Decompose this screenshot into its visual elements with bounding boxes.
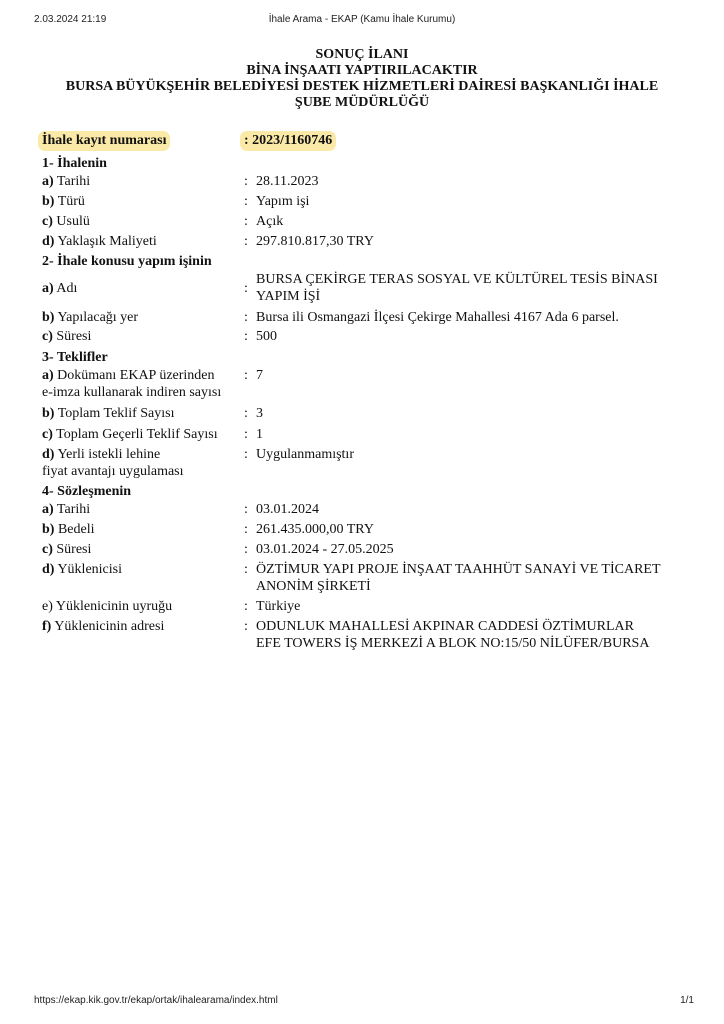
sec4-address-row: f) Yüklenicinin adresi : ODUNLUK MAHALLESİ AKPINAR CADDESİ ÖZTİMURLAR EFE TOWERS İŞ MERKEZİ A BLOK NO:15/50 NİLÜFER/BURSA [42, 619, 650, 651]
print-datetime: 2.03.2024 21:19 [34, 14, 107, 25]
print-header [34, 14, 690, 28]
sec1-type-row: b) Türü : Yapım işi [42, 194, 310, 209]
sec2-name-row: a) Adı : BURSA ÇEKİRGE TERAS SOSYAL VE KÜLTÜREL TESİS BİNASI YAPIM İŞİ [42, 272, 658, 304]
sec3-bids-row: b) Toplam Teklif Sayısı : 3 [42, 406, 263, 421]
print-url: https://ekap.kik.gov.tr/ekap/ortak/ihalearama/index.html [34, 995, 278, 1006]
sec4-date-row: a) Tarihi : 03.01.2024 [42, 502, 319, 517]
heading-line-4: ŞUBE MÜDÜRLÜĞÜ [294, 95, 430, 110]
announcement-heading [40, 47, 684, 111]
sec4-nationality-row: e) Yüklenicinin uyruğu : Türkiye [42, 599, 301, 614]
registration-value: : 2023/1160746 [240, 131, 336, 151]
sec2-duration-row: c) Süresi : 500 [42, 329, 277, 344]
sec4-amount-row: b) Bedeli : 261.435.000,00 TRY [42, 522, 374, 537]
print-page-title: İhale Arama - EKAP (Kamu İhale Kurumu) [268, 14, 456, 25]
sec4-duration-row: c) Süresi : 03.01.2024 - 27.05.2025 [42, 542, 394, 557]
page-number: 1/1 [680, 995, 694, 1006]
heading-line-2: BİNA İNŞAATI YAPTIRILACAKTIR [246, 63, 478, 78]
sec3-downloads-row: a) Dokümanı EKAP üzerinden e-imza kullanarak indiren sayısı : 7 [42, 368, 263, 400]
heading-line-1: SONUÇ İLANI [315, 47, 409, 62]
sec3-price-advantage-row: d) Yerli istekli lehine fiyat avantajı uygulaması : Uygulanmamıştır [42, 447, 354, 479]
registration-label: İhale kayıt numarası [38, 131, 170, 151]
section-1-title: 1- İhalenin [42, 156, 107, 171]
sec4-contractor-row: d) Yüklenicisi : ÖZTİMUR YAPI PROJE İNŞAAT TAAHHÜT SANAYİ VE TİCARET ANONİM ŞİRKETİ [42, 562, 661, 594]
section-4-title: 4- Sözleşmenin [42, 484, 132, 499]
sec1-method-row: c) Usulü : Açık [42, 214, 284, 229]
announcement-body [42, 128, 692, 656]
section-2-title: 2- İhale konusu yapım işinin [42, 254, 212, 269]
sec2-location-row: b) Yapılacağı yer : Bursa ili Osmangazi İlçesi Çekirge Mahallesi 4167 Ada 6 parsel. [42, 310, 619, 325]
registration-row [42, 128, 692, 154]
sec1-cost-row: d) Yaklaşık Maliyeti : 297.810.817,30 TRY [42, 234, 374, 249]
sec1-date-row: a) Tarihi : 28.11.2023 [42, 174, 319, 189]
section-3-title: 3- Teklifler [42, 350, 108, 365]
print-footer [34, 995, 694, 1009]
sec3-valid-bids-row: c) Toplam Geçerli Teklif Sayısı : 1 [42, 427, 263, 442]
heading-line-3: BURSA BÜYÜKŞEHİR BELEDİYESİ DESTEK HİZMETLERİ DAİRESİ BAŞKANLIĞI İHALE [65, 79, 659, 94]
